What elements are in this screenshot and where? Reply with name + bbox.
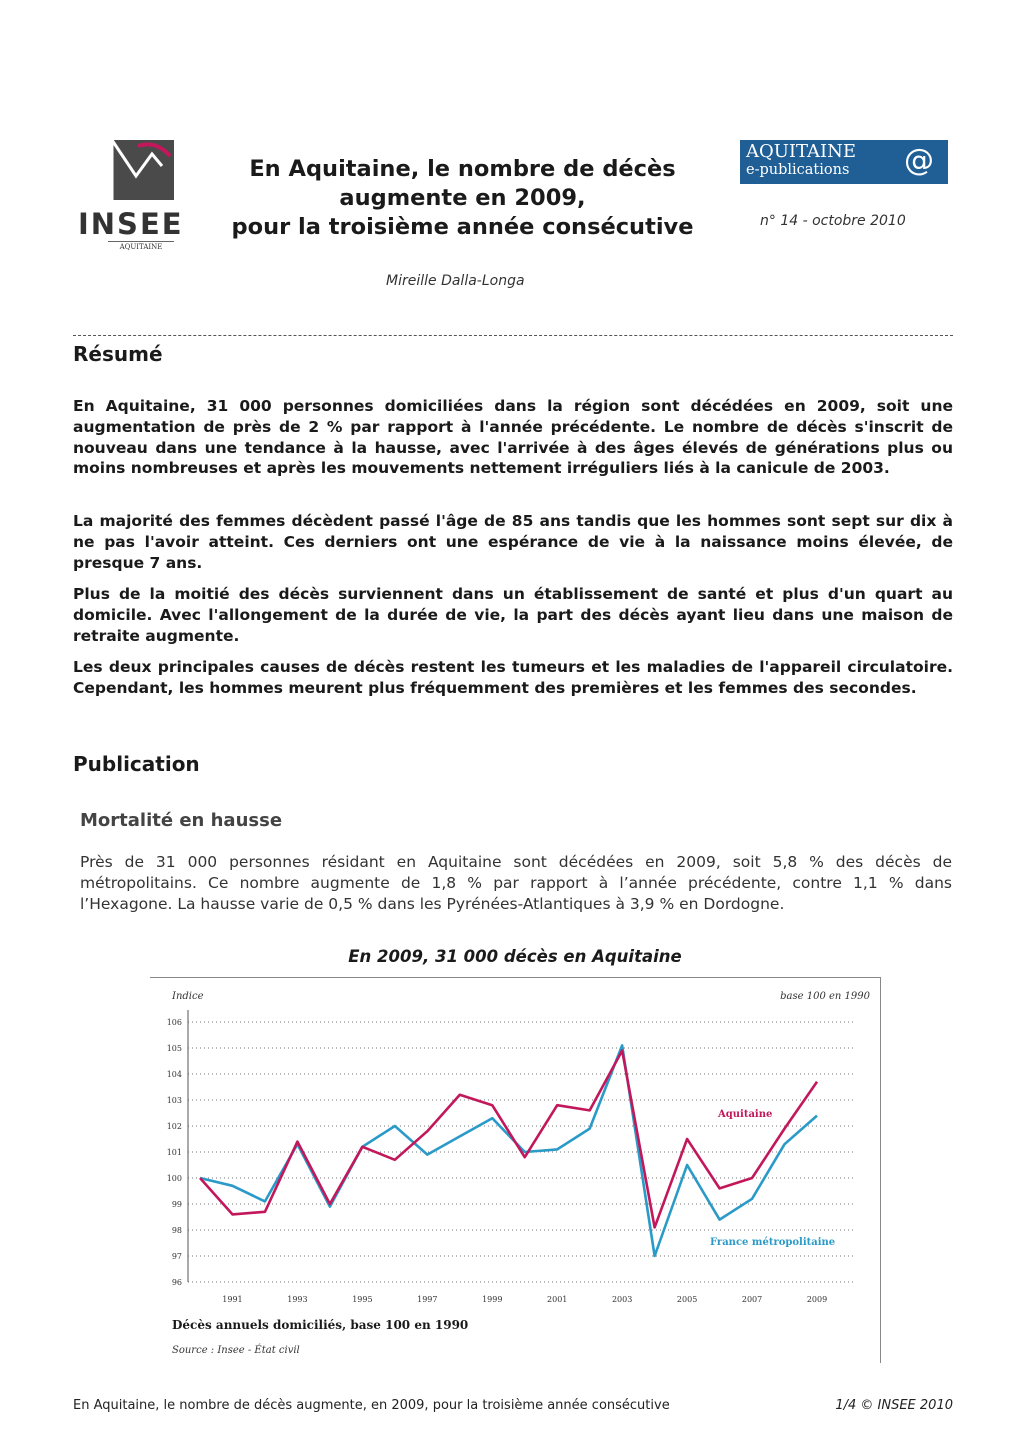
y-tick-label: 105 xyxy=(166,1044,182,1053)
logo-wordmark: INSEE xyxy=(78,207,184,241)
x-tick-label: 2003 xyxy=(611,1295,633,1304)
resume-heading: Résumé xyxy=(73,342,163,366)
y-tick-label: 101 xyxy=(166,1148,182,1157)
y-axis-label: Indice xyxy=(172,991,204,1002)
chart-source: Source : Insee - État civil xyxy=(172,1345,300,1356)
x-tick-label: 1991 xyxy=(222,1295,243,1304)
y-tick-label: 97 xyxy=(171,1252,182,1261)
x-tick-label: 2005 xyxy=(676,1295,698,1304)
x-tick-label: 1997 xyxy=(417,1295,438,1304)
footer-title: En Aquitaine, le nombre de décès augmente, en 2009, pour la troisième année consécutive xyxy=(73,1398,670,1413)
at-icon: @ xyxy=(904,143,934,178)
badge-subtitle: e-publications xyxy=(746,162,850,178)
footer-page-info: 1/4 © INSEE 2010 xyxy=(835,1398,953,1413)
title-line: pour la troisième année consécutive xyxy=(231,214,694,240)
mortality-line-chart xyxy=(150,977,880,1362)
x-tick-label: 2009 xyxy=(806,1295,828,1304)
y-tick-label: 96 xyxy=(171,1278,182,1287)
series-label-france: France métropolitaine xyxy=(710,1237,836,1248)
y-tick-label: 103 xyxy=(166,1096,182,1105)
resume-paragraph: Plus de la moitié des décès surviennent dans un établissement de santé et plus d'un quart au domicile. Avec l'allongement de la durée de vie, la part des décès ayant lieu dans une maison de retraite augmente. xyxy=(73,585,953,645)
author: Mireille Dalla-Longa xyxy=(386,273,525,289)
y-tick-label: 98 xyxy=(171,1226,182,1235)
x-tick-label: 2001 xyxy=(547,1295,568,1304)
issue-number: n° 14 - octobre 2010 xyxy=(760,213,906,229)
publication-heading: Publication xyxy=(73,752,200,776)
y-tick-label: 99 xyxy=(171,1200,182,1209)
x-tick-label: 2007 xyxy=(741,1295,763,1304)
section-divider xyxy=(73,335,953,336)
x-tick-label: 1999 xyxy=(482,1295,503,1304)
page-title xyxy=(200,155,725,242)
series-label-aquitaine: Aquitaine xyxy=(718,1109,773,1120)
section-subheading: Mortalité en hausse xyxy=(80,810,283,831)
y-tick-label: 106 xyxy=(166,1018,182,1027)
resume-paragraph: En Aquitaine, 31 000 personnes domiciliées dans la région sont décédées en 2009, soit une augmentation de près de 2 % par rapport à l'année précédente. Le nombre de décès s'inscrit de nouveau dans une tendance à la hausse, avec l'arrivée à des âges élevés de générations plus ou moins nombreuses et après les mouvements nettement irréguliers liés à la canicule de 2003. xyxy=(73,397,953,478)
badge-title: AQUITAINE xyxy=(746,141,857,162)
title-line: En Aquitaine, le nombre de décès xyxy=(249,156,676,182)
y-tick-label: 104 xyxy=(166,1070,182,1079)
chart-title: En 2009, 31 000 décès en Aquitaine xyxy=(348,947,682,966)
title-line: augmente en 2009, xyxy=(339,185,586,211)
x-tick-label: 1995 xyxy=(352,1295,373,1304)
series-line-aquitaine xyxy=(200,1051,817,1228)
base-note: base 100 en 1990 xyxy=(780,991,870,1002)
y-tick-label: 102 xyxy=(166,1122,182,1131)
y-tick-label: 100 xyxy=(166,1174,182,1183)
chart-caption: Décès annuels domiciliés, base 100 en 1990 xyxy=(172,1318,469,1332)
resume-paragraph: La majorité des femmes décèdent passé l'âge de 85 ans tandis que les hommes sont sept sur dix à ne pas l'avoir atteint. Ces derniers ont une espérance de vie à la naissance moins élevée, de presque 7 ans. xyxy=(73,512,953,572)
logo-subtitle: AQUITAINE xyxy=(108,241,174,251)
x-tick-label: 1993 xyxy=(287,1295,308,1304)
body-paragraph: Près de 31 000 personnes résidant en Aquitaine sont décédées en 2009, soit 5,8 % des décès de métropolitains. Ce nombre augmente de 1,8 % par rapport à l’année précédente, contre 1,1 % dans l’Hexagone. La hausse varie de 0,5 % dans les Pyrénées-Atlantiques à 3,9 % en Dordogne. xyxy=(80,853,952,913)
resume-paragraph: Les deux principales causes de décès restent les tumeurs et les maladies de l'appareil circulatoire. Cependant, les hommes meurent plus fréquemment des premières et les femmes des secondes. xyxy=(73,658,953,697)
